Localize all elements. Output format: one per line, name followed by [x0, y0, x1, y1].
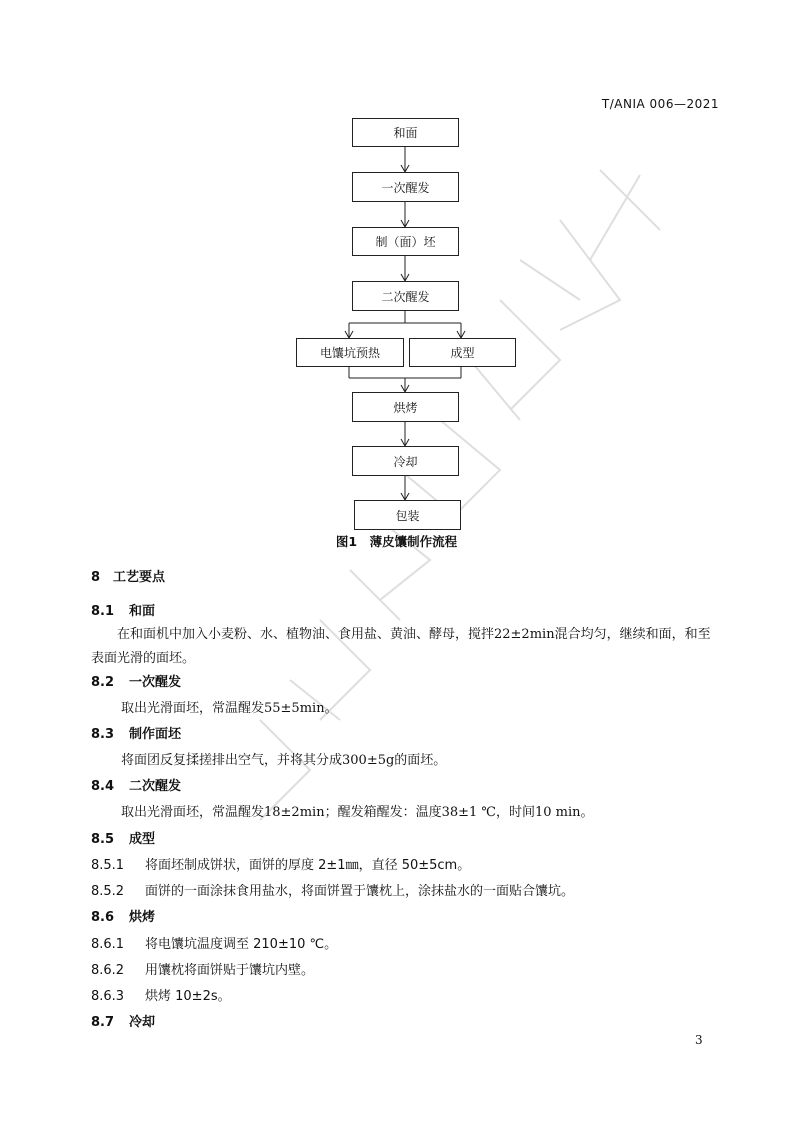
clause-8-6-3: 8.6.3 烘烤 10±2s。 [91, 989, 231, 1004]
flow-step-first-proofing: 一次醒发 [352, 172, 459, 202]
flow-step-make-dough: 制（面）坯 [352, 227, 459, 256]
clause-8-5-2: 8.5.2 面饼的一面涂抹食用盐水，将面饼置于馕枕上，涂抹盐水的一面贴合馕坑。 [91, 884, 575, 899]
flow-step-shaping: 成型 [409, 338, 516, 367]
subsection-heading-first-proofing: 8.2 一次醒发 [91, 675, 182, 690]
subsection-heading-make-dough: 8.3 制作面坯 [91, 727, 182, 742]
flow-step-baking: 烘烤 [352, 392, 459, 422]
clause-8-6-1: 8.6.1 将电馕坑温度调至 210±10 ℃。 [91, 937, 338, 952]
flowchart-connectors [0, 0, 793, 560]
figure-caption: 图1 薄皮馕制作流程 [335, 534, 458, 549]
subsection-text-second-proofing: 取出光滑面坯，常温醒发18±2min；醒发箱醒发：温度38±1 ℃，时间10 min。 [121, 805, 594, 820]
subsection-heading-shaping: 8.5 成型 [91, 832, 156, 847]
subsection-text-first-proofing: 取出光滑面坯，常温醒发55±5min。 [121, 701, 338, 716]
flow-step-mixing: 和面 [352, 118, 459, 147]
document-code: T/ANIA 006—2021 [601, 97, 719, 111]
clause-8-5-1: 8.5.1 将面坯制成饼状，面饼的厚度 2±1㎜，直径 50±5cm。 [91, 858, 471, 873]
subsection-text-mixing: 在和面机中加入小麦粉、水、植物油、食用盐、黄油、酵母，搅拌22±2min混合均匀，继续和面，和至表面光滑的面坯。 [91, 627, 711, 666]
flow-step-cooling: 冷却 [352, 446, 459, 476]
section-heading: 8 工艺要点 [91, 570, 166, 585]
flow-step-preheat-pit: 电馕坑预热 [296, 338, 404, 367]
subsection-heading-cooling: 8.7 冷却 [91, 1015, 156, 1030]
subsection-text-make-dough: 将面团反复揉搓排出空气，并将其分成300±5g的面坯。 [121, 753, 447, 768]
flow-step-packaging: 包装 [354, 500, 461, 530]
page-number: 3 [695, 1033, 703, 1047]
subsection-heading-second-proofing: 8.4 二次醒发 [91, 779, 182, 794]
subsection-heading-mixing: 8.1 和面 [91, 604, 156, 619]
subsection-heading-baking: 8.6 烘烤 [91, 910, 156, 925]
clause-8-6-2: 8.6.2 用馕枕将面饼贴于馕坑内壁。 [91, 963, 315, 978]
flow-step-second-proofing: 二次醒发 [352, 281, 459, 311]
